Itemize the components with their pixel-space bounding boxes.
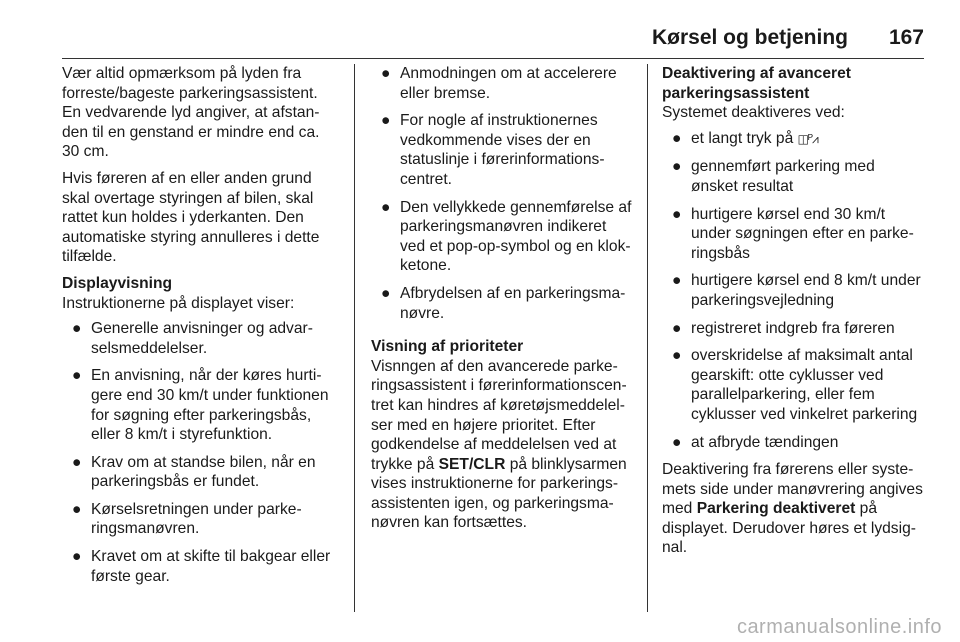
list-item-text: Kørselsretningen under parkeringsmanøvren. xyxy=(91,500,302,538)
list-item xyxy=(371,198,634,276)
bullet-icon: ● xyxy=(72,367,82,385)
list-item xyxy=(662,157,924,196)
list-item xyxy=(62,500,340,539)
column-middle xyxy=(371,64,634,540)
list-item-text: et langt tryk på xyxy=(691,129,794,147)
list-item-text: Afbrydelsen af en parkeringsmanøvre. xyxy=(400,284,626,322)
bullet-icon: ● xyxy=(672,272,682,290)
paragraph-text: på blinklysarmen vises instruktionerne for parkeringsassistenten igen, og parkeringsmanøvren kan fortsættes. xyxy=(371,455,627,532)
bullet-icon: ● xyxy=(381,112,391,130)
page-title: Kørsel og betjening xyxy=(651,26,848,49)
section-heading: Visning af prioriteter xyxy=(371,338,524,356)
page-number: 167 xyxy=(888,26,924,49)
paragraph-text: Visnngen af den avancerede parkeringsassistent i førerinformationscentret kan hindres af køretøjsmeddelelser med en højere prioritet. Efter godkendelse af meddelelsen ved at trykke på xyxy=(371,357,627,473)
list-item-text: hurtigere kørsel end 8 km/t under parkeringsvejledning xyxy=(691,272,921,309)
bullet-icon: ● xyxy=(672,319,682,337)
list-item xyxy=(662,205,924,264)
list-item-text: overskridelse af maksimalt antal gearskift: otte cyklusser ved parallelparkering, eller fem cyklusser ved vinkelret parkering xyxy=(691,347,918,423)
list-item-text: gennemført parkering med ønsket resultat xyxy=(691,158,875,195)
bullet-list xyxy=(62,319,340,586)
bullet-icon: ● xyxy=(672,433,682,451)
list-item-text: Kravet om at skifte til bakgear eller første gear. xyxy=(91,548,331,585)
paragraph: Hvis føreren af en eller anden grund skal overtage styringen af bilen, skal rattet kun holdes i yderkanten. Den automatiske styring annulleres i dette tilfælde. xyxy=(62,169,320,266)
bullet-icon: ● xyxy=(672,158,682,176)
list-item-text: hurtigere kørsel end 30 km/t under søgningen efter en parkeringsbås xyxy=(691,205,914,262)
bullet-icon: ● xyxy=(672,205,682,223)
paragraph: Vær altid opmærksom på lyden fra forreste/bageste parkeringsassistent. En vedvarende lyd angiver, at afstanden til en genstand er mindre end ca. 30 cm. xyxy=(62,65,320,161)
column-divider xyxy=(354,64,355,612)
bullet-icon: ● xyxy=(72,500,82,518)
list-item-text: Anmodningen om at accelerere eller bremse. xyxy=(400,65,617,102)
bullet-icon: ● xyxy=(381,284,391,302)
list-item xyxy=(662,319,924,339)
list-item xyxy=(662,433,924,453)
bullet-icon: ● xyxy=(672,129,682,147)
watermark: carmanualsonline.info xyxy=(736,616,942,639)
list-item-text: En anvisning, når der køres hurtigere end 30 km/t under funktionen for søgning efter parkeringsbås, eller 8 km/t i styrefunktion. xyxy=(91,367,329,444)
bullet-icon: ● xyxy=(672,347,682,365)
list-item xyxy=(662,346,924,424)
bullet-list xyxy=(371,64,634,323)
column-divider xyxy=(647,64,648,612)
list-item xyxy=(662,129,924,150)
list-item xyxy=(662,271,924,310)
bullet-icon: ● xyxy=(72,548,82,566)
column-right xyxy=(662,64,924,565)
list-item xyxy=(62,453,340,492)
list-item xyxy=(62,319,340,358)
paragraph-text: Deaktivering fra førerens eller systemets side under manøvrering angives med xyxy=(662,461,923,518)
set-clr-button-label: SET/CLR xyxy=(438,455,506,473)
paragraph xyxy=(662,460,924,558)
bullet-list xyxy=(662,129,924,452)
bold-term: Parkering deaktiveret xyxy=(696,500,856,518)
page-header xyxy=(62,28,924,59)
paragraph: Instruktionerne på displayet viser: xyxy=(62,294,295,312)
list-item-text: For nogle af instruktionernes vedkommende vises der en statuslinje i førerinformationscentret. xyxy=(400,112,605,188)
bullet-icon: ● xyxy=(381,198,391,216)
column-left xyxy=(62,64,340,594)
section-heading: Deaktivering af avanceret parkeringsassistent xyxy=(662,65,851,102)
list-item-text: registreret indgreb fra føreren xyxy=(691,319,895,337)
bullet-icon: ● xyxy=(72,453,82,471)
list-item xyxy=(371,111,634,189)
paragraph-text: på displayet. Derudover høres et lydsignal. xyxy=(662,500,916,557)
list-item xyxy=(62,547,340,586)
list-item-text: Krav om at standse bilen, når en parkeringsbås er fundet. xyxy=(91,453,316,491)
list-item-text: Den vellykkede gennemførelse af parkeringsmanøvren indikeret ved et pop-op-symbol og en klokketone. xyxy=(400,198,632,275)
list-item-text: Generelle anvisninger og advarselsmeddelelser. xyxy=(91,320,313,357)
list-item-text: at afbryde tændingen xyxy=(691,433,839,451)
list-item xyxy=(371,64,634,103)
paragraph xyxy=(371,357,634,533)
section-heading: Displayvisning xyxy=(62,274,173,292)
bullet-icon: ● xyxy=(72,320,82,338)
parking-assist-icon: ◫ᴾ⩘ xyxy=(797,131,818,146)
bullet-icon: ● xyxy=(381,65,391,82)
list-item xyxy=(371,284,634,323)
paragraph: Systemet deaktiveres ved: xyxy=(662,104,845,122)
list-item xyxy=(62,366,340,444)
